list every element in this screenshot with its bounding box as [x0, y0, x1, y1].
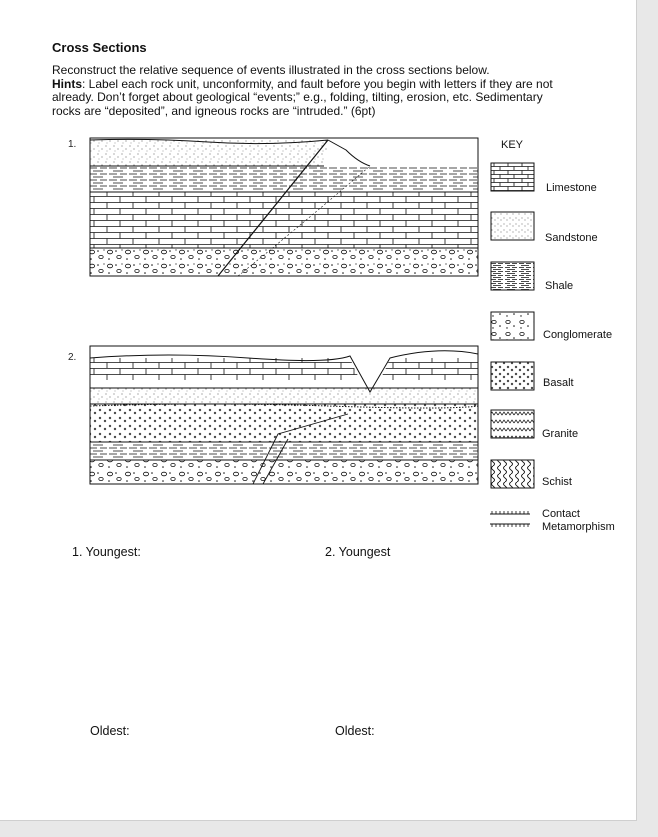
- q1-youngest-label: 1. Youngest:: [72, 545, 141, 559]
- instructions: [52, 64, 572, 118]
- key-label-shale: Shale: [545, 280, 574, 292]
- key-label-metamorphism: Metamorphism: [542, 521, 615, 533]
- key-label-basalt: Basalt: [543, 377, 574, 389]
- basalt-swatch: [491, 362, 534, 390]
- limestone-swatch: [491, 163, 534, 191]
- key-swatches: [490, 162, 536, 532]
- key-label-conglomerate: Conglomerate: [543, 329, 613, 341]
- conglomerate-swatch: [491, 312, 534, 340]
- key-label-sandstone: Sandstone: [545, 232, 598, 244]
- q2-youngest-label: 2. Youngest: [325, 545, 391, 559]
- q2-oldest-label: Oldest:: [335, 724, 375, 738]
- sandstone-swatch: [491, 212, 534, 240]
- contact-metamorphism-swatch: [490, 511, 530, 527]
- cross-section-1: [88, 136, 480, 278]
- granite-swatch: [491, 410, 534, 438]
- key-title: KEY: [501, 139, 524, 151]
- schist-swatch: [491, 460, 534, 488]
- key-label-schist: Schist: [542, 476, 572, 488]
- hints-paragraph: [52, 78, 572, 119]
- hints-label: Hints: [52, 76, 82, 91]
- key-label-granite: Granite: [542, 428, 579, 440]
- shale-swatch: [491, 262, 534, 290]
- section-number-1: 1.: [68, 139, 77, 150]
- cross-section-2: [88, 344, 480, 488]
- section-number-2: 2.: [68, 352, 77, 363]
- hints-text: : Label each rock unit, unconformity, and fault before you begin with letters if they are not already. Don’t forget about geological “events;” e.g., folding, tilting, erosion, etc. Sedimentary rocks are “deposited”, and igneous rocks are “intruded.” (6pt): [52, 76, 553, 118]
- key-label-contact: Contact: [542, 508, 580, 520]
- page-title: Cross Sections: [52, 40, 147, 55]
- instructions-line: Reconstruct the relative sequence of events illustrated in the cross sections below.: [52, 63, 490, 77]
- q1-oldest-label: Oldest:: [90, 724, 130, 738]
- key-label-limestone: Limestone: [546, 182, 597, 194]
